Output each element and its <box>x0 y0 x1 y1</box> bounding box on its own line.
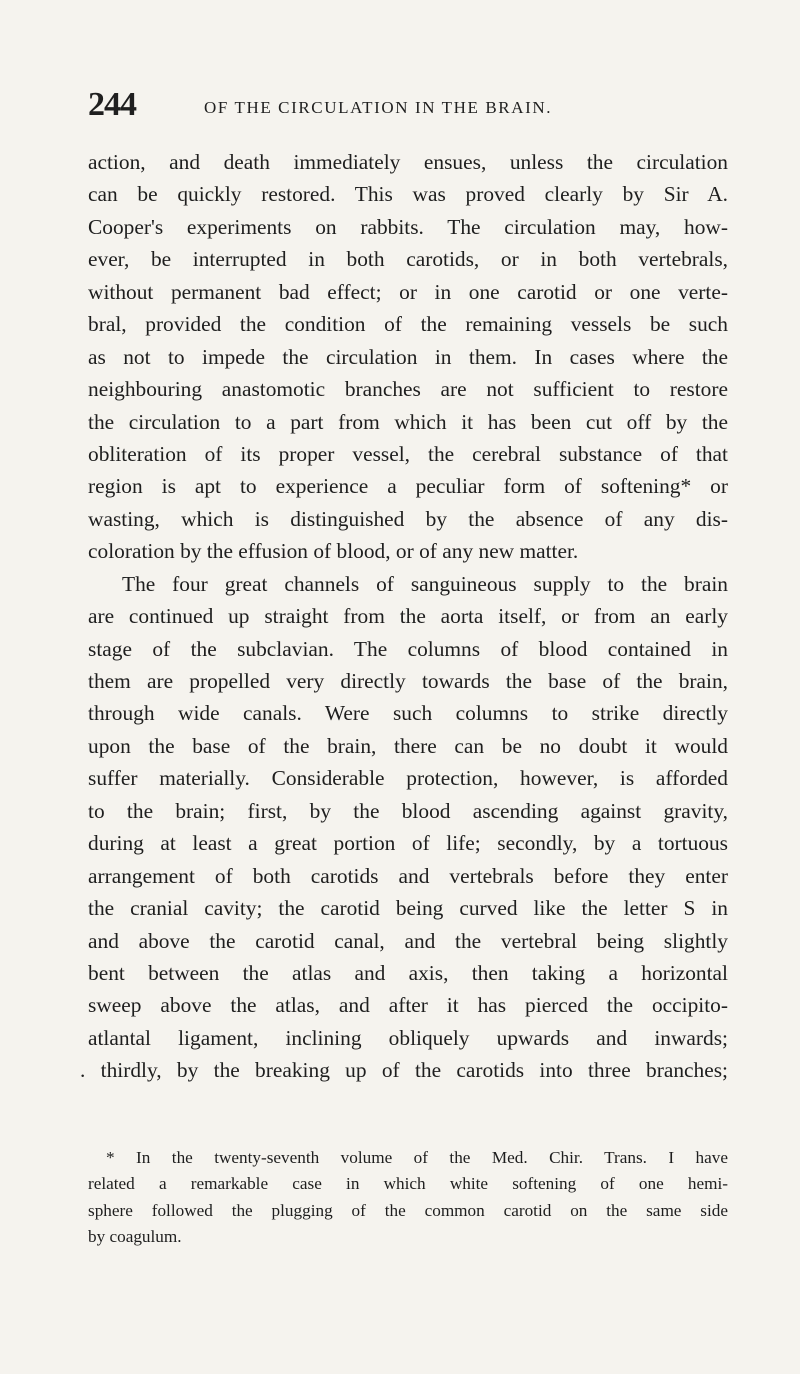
text-line: . thirdly, by the breaking up of the carotids into three branches; <box>80 1058 728 1083</box>
text-line: region is apt to experience a peculiar form of softening* or <box>88 474 728 499</box>
text-line: and above the carotid canal, and the vertebral being slightly <box>88 928 728 953</box>
text-line: without permanent bad effect; or in one carotid or one verte- <box>88 279 728 304</box>
text-line: bent between the atlas and axis, then taking a horizontal <box>88 960 728 985</box>
text-line: coloration by the effusion of blood, or of any new matter. <box>88 539 579 564</box>
text-line: wasting, which is distinguished by the absence of any dis- <box>88 506 728 531</box>
text-line: during at least a great portion of life; secondly, by a tortuous <box>88 831 728 856</box>
page-number: 244 <box>88 86 136 123</box>
text-line: through wide canals. Were such columns to strike directly <box>88 701 728 726</box>
text-line: upon the base of the brain, there can be no doubt it would <box>88 733 728 758</box>
text-line: are continued up straight from the aorta itself, or from an early <box>88 604 728 629</box>
footnote-line: by coagulum. <box>88 1226 182 1246</box>
text-line: Cooper's experiments on rabbits. The circulation may, how- <box>88 214 728 239</box>
text-line: The four great channels of sanguineous supply to the brain <box>122 571 728 596</box>
text-line: ever, be interrupted in both carotids, or in both vertebrals, <box>88 247 728 272</box>
text-line: the circulation to a part from which it has been cut off by the <box>88 409 728 434</box>
footnote-line: * In the twenty-seventh volume of the Med. Chir. Trans. I have <box>106 1148 728 1167</box>
text-line: bral, provided the condition of the remaining vessels be such <box>88 312 728 337</box>
running-head <box>88 86 728 134</box>
text-line: sweep above the atlas, and after it has pierced the occipito- <box>88 993 728 1018</box>
body-text <box>80 146 728 1087</box>
text-line: them are propelled very directly towards the base of the brain, <box>88 669 728 693</box>
text-line: arrangement of both carotids and vertebrals before they enter <box>88 863 728 888</box>
footnote <box>88 1145 728 1250</box>
footnote-line: related a remarkable case in which white softening of one hemi- <box>88 1174 728 1194</box>
text-line: can be quickly restored. This was proved clearly by Sir A. <box>88 182 728 207</box>
text-line: suffer materially. Considerable protection, however, is afforded <box>88 766 728 791</box>
running-title: OF THE CIRCULATION IN THE BRAIN. <box>204 98 553 117</box>
text-line: as not to impede the circulation in them. In cases where the <box>88 344 728 369</box>
text-line: the cranial cavity; the carotid being curved like the letter S in <box>88 896 728 921</box>
text-line: stage of the subclavian. The columns of blood contained in <box>88 636 728 661</box>
text-line: obliteration of its proper vessel, the cerebral substance of that <box>88 441 728 466</box>
text-line: to the brain; first, by the blood ascending against gravity, <box>88 798 728 823</box>
text-line: neighbouring anastomotic branches are not sufficient to restore <box>88 377 728 402</box>
text-line: atlantal ligament, inclining obliquely upwards and inwards; <box>88 1025 728 1050</box>
text-line: action, and death immediately ensues, unless the circulation <box>88 150 728 174</box>
footnote-line: sphere followed the plugging of the common carotid on the same side <box>88 1200 728 1220</box>
